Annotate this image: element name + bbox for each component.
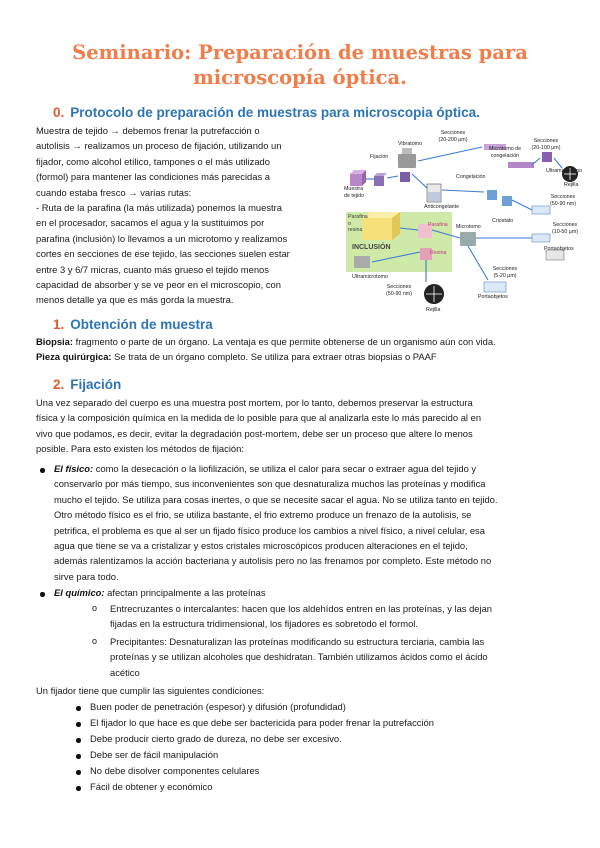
fisico-first-line xyxy=(54,461,498,476)
label-resina: Resina xyxy=(430,250,447,256)
section-0-title: Protocolo de preparación de muestras para microscopia óptica. xyxy=(70,105,480,120)
conditions-intro: Un fijador tiene que cumplir las siguientes condiciones: xyxy=(36,685,265,696)
bullet-dot xyxy=(76,754,81,759)
text-line: en el procesador, sacamos el agua y la sustituimos por xyxy=(36,217,265,229)
quimico-label: El químico: xyxy=(54,587,105,598)
text-line: Precipitantes: Desnaturalizan las proteínas modificando su estructura terciaria, cambia las xyxy=(110,636,485,647)
condition-item: Buen poder de penetración (espesor) y difusión (profundidad) xyxy=(90,701,346,712)
biopsia-text: fragmento o parte de un órgano. La ventaja es que permite obtenerse de un organismo aún con vida. xyxy=(75,336,496,347)
label-vibratomo: Vibratomo xyxy=(398,141,423,147)
label-ultramicrotomo-top: Ultramicrotomo xyxy=(546,168,582,174)
label-ultramicrotomo-bottom: Ultramicrotomo xyxy=(352,274,388,280)
bullet-dot xyxy=(40,592,45,597)
section-1-text xyxy=(36,334,496,365)
condition-item: Debe producir cierto grado de dureza, no debe ser excesivo. xyxy=(90,733,342,744)
sub-bullet-circle: o xyxy=(92,603,98,613)
section-2-number: 2. xyxy=(53,377,65,392)
biopsia-label: Biopsia: xyxy=(36,336,73,347)
label-portaobjetos-bottom: Portaobjetos xyxy=(478,294,508,300)
label-criostato: Criostato xyxy=(492,218,514,224)
condition-item: El fijador lo que hace es que debe ser bactericida para poder frenar la putrefacción xyxy=(90,717,434,728)
label-microtomo-congelacion: Micrótomo de congelación xyxy=(488,146,522,159)
bullet-dot xyxy=(76,706,81,711)
precipitantes-paragraph xyxy=(110,634,488,680)
sub-bullet-circle: o xyxy=(92,636,98,646)
fisico-label: El físico: xyxy=(54,463,94,474)
text-line: autolisis → realizamos un proceso de fijación, utilizando un xyxy=(36,140,282,152)
bullet-dot xyxy=(76,722,81,727)
bottom-grid-icon xyxy=(424,284,444,304)
text-line: además ralentizamos la acción bacteriana y autolisis pero no las frenamos por completo. Este método no xyxy=(54,555,492,567)
label-secciones-5-20: Secciones (5-20 µm) xyxy=(492,266,518,279)
label-secciones-10-50: Secciones (10-50 µm) xyxy=(551,222,578,235)
text-line: fijadas en la estructura tridimensional, los fijadores es sobretodo el formol. xyxy=(110,618,418,630)
pieza-line xyxy=(36,349,496,364)
quimico-line xyxy=(54,585,266,600)
text-line: posible. Para esto existen los métodos de fijación: xyxy=(36,443,244,455)
label-anticongelante: Anticongelante xyxy=(424,204,460,210)
label-secciones-20-100: Secciones (20-100 µm) xyxy=(531,138,561,151)
text-line: entre 3 y 6/7 micras, cuanto más grueso el tejido menos xyxy=(36,263,269,275)
text-line: conservarlo por más tiempo, sus inconvenientes son que desnaturaliza muchos las proteínas y modifica xyxy=(54,478,486,490)
section-0-text xyxy=(36,123,290,308)
text-line: acético xyxy=(110,666,140,678)
bullet-dot xyxy=(76,738,81,743)
fixed-cube-icon xyxy=(374,173,387,186)
section-2-heading xyxy=(53,376,121,393)
beaker-icon xyxy=(427,184,441,202)
section-1-title: Obtención de muestra xyxy=(70,317,213,332)
label-secciones-20-200: Secciones (20-200 µm) xyxy=(438,130,468,143)
biopsia-line xyxy=(36,334,496,349)
pieza-label: Pieza quirúrgica: xyxy=(36,351,112,363)
condition-item: Fácil de obtener y económico xyxy=(90,781,213,792)
page-title: Seminario: Preparación de muestras para microscopía óptica. xyxy=(72,41,528,89)
label-rejilla-right: Rejilla xyxy=(564,182,579,188)
text-line: cortes en secciones de ese tejido, las secciones suelen estar xyxy=(36,248,290,260)
text-line: física y la composición química en la medida de lo posible para que al analizarla este lo más parecido al en xyxy=(36,412,482,424)
text-line: (formol) para mantener las condiciones más parecidas a xyxy=(36,171,270,183)
freezing-cubes-icon xyxy=(487,190,512,206)
text-line: Otro método físico es el frio, se utiliza bastante, el frio extremo produce un frenazo de la autolisis, se xyxy=(54,509,472,521)
section-0-heading xyxy=(53,104,480,121)
bullet-dot xyxy=(40,468,45,473)
text-line: vivo que podamos, es decir, evitar la degradación post-mortem, debe ser un proceso que altere lo menos xyxy=(36,427,473,439)
label-portaobjetos-right: Portaobjetos xyxy=(544,246,574,252)
ultramicrotome-icon xyxy=(354,256,370,268)
text-line: agua que tiene se va a cristalizar y estos cristales microscópicos producen alteraciones en el tejido, xyxy=(54,540,468,552)
text-line: - Ruta de la parafina (la más utilizada) ponemos la muestra xyxy=(36,202,282,214)
fisico-first-text: como la desecación o la liofilización, se utiliza el calor para secar o extraer agua del tejido y xyxy=(95,463,477,474)
bullet-dot xyxy=(76,770,81,775)
sample-preparation-diagram xyxy=(332,124,584,318)
bullet-dot xyxy=(76,786,81,791)
quimico-first-text: afectan principalmente a las proteínas xyxy=(107,587,266,598)
text-line: menos detalle ya que es más gorda la muestra. xyxy=(36,294,234,306)
microtome-icon xyxy=(460,232,476,246)
label-muestra: Muestra de tejido xyxy=(344,186,365,199)
label-secciones-50-90-right: Secciones (50-90 nm) xyxy=(550,194,576,207)
text-line: proteínas y se utilizan alcoholes que deshidratan. También utilizamos ácidos como el ácido xyxy=(110,651,488,663)
text-line: sirve para todo. xyxy=(54,570,119,582)
section-2-title: Fijación xyxy=(70,377,122,392)
fisico-paragraph xyxy=(54,461,498,584)
section-1-heading xyxy=(53,316,213,333)
vibratome-icon xyxy=(398,148,416,168)
text-line: mucho el tejido. Se utiliza para cosas inertes, o que se necesite sacar el agua. No se utiliza tanto en tejido. xyxy=(54,493,498,505)
tissue-cube-icon xyxy=(350,170,366,186)
label-congelacion: Congelación xyxy=(456,174,486,180)
text-line: cuando estaba fresco → varias rutas: xyxy=(36,186,192,198)
cube-2-icon xyxy=(400,172,410,182)
pieza-text: Se trata de un órgano completo. Se utiliza para extraer otras biopsias o PAAF xyxy=(114,351,437,363)
text-line: parafina (inclusión) lo llevamos a un microtomo y realizamos xyxy=(36,232,288,244)
label-microtomo: Microtomo xyxy=(456,224,481,230)
condition-item: No debe disolver componentes celulares xyxy=(90,765,260,776)
section-2-intro xyxy=(36,395,481,457)
text-line: fijador, como alcohol etílico, tampones o el más utilizado xyxy=(36,155,270,167)
label-secciones-50-90-bottom: Secciones (50-90 nm) xyxy=(386,284,412,297)
label-rejilla-bottom: Rejilla xyxy=(426,307,441,313)
label-inclusion: INCLUSIÓN xyxy=(352,244,391,251)
text-line: capacidad de absorber y se ve peor en el microscopio, con xyxy=(36,279,281,291)
condition-item: Debe ser de fácil manipulación xyxy=(90,749,219,760)
bottom-slide-icon xyxy=(484,282,506,292)
text-line: Una vez separado del cuerpo es una muestra post mortem, por lo tanto, debemos preservar la estructura xyxy=(36,397,473,408)
label-fijacion: Fijación xyxy=(370,154,389,160)
text-line: Entrecruzantes o intercalantes: hacen que los aldehídos entren en las proteínas, y las dejan xyxy=(110,603,493,614)
text-line: petrifica, el problema es que al ser un fijado físico produce los cambios a nivel físico, a nivel celular, esa xyxy=(54,524,485,536)
section-0-number: 0. xyxy=(53,105,65,120)
section-1-number: 1. xyxy=(53,317,65,332)
label-parafina: Parafina xyxy=(428,222,448,228)
label-parafina-resina: Parafina o resina xyxy=(348,214,368,233)
text-line: Muestra de tejido → debemos frenar la putrefacción o xyxy=(36,125,260,136)
entrecruzantes-paragraph xyxy=(110,601,492,632)
